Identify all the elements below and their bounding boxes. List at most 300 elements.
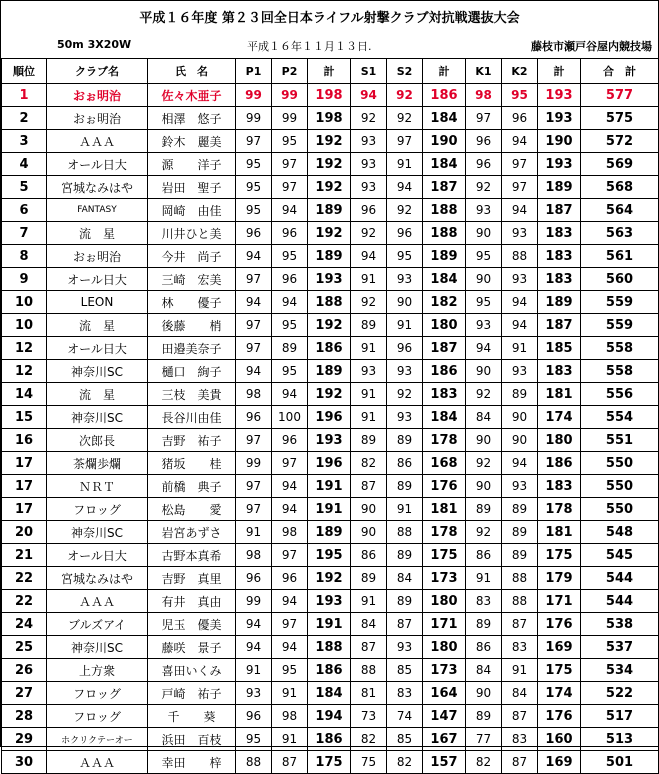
grand-total-cell: 577 bbox=[581, 84, 659, 107]
grand-total-cell: 561 bbox=[581, 245, 659, 268]
p1-cell: 95 bbox=[236, 199, 272, 222]
p-total-cell: 193 bbox=[308, 429, 351, 452]
k1-cell: 95 bbox=[466, 291, 502, 314]
s-total-cell: 186 bbox=[423, 360, 466, 383]
k1-cell: 84 bbox=[466, 406, 502, 429]
grand-total-cell: 569 bbox=[581, 153, 659, 176]
s2-cell: 82 bbox=[387, 751, 423, 774]
table-row bbox=[2, 222, 659, 245]
k2-cell: 90 bbox=[502, 429, 538, 452]
k1-cell: 89 bbox=[466, 498, 502, 521]
header-p2: P2 bbox=[272, 59, 308, 84]
rank-cell: 24 bbox=[2, 613, 47, 636]
k-total-cell: 187 bbox=[538, 314, 581, 337]
s-total-cell: 147 bbox=[423, 705, 466, 728]
s2-cell: 89 bbox=[387, 429, 423, 452]
p2-cell: 100 bbox=[272, 406, 308, 429]
p1-cell: 94 bbox=[236, 245, 272, 268]
rank-cell: 3 bbox=[2, 130, 47, 153]
k2-cell: 89 bbox=[502, 383, 538, 406]
rank-cell: 15 bbox=[2, 406, 47, 429]
rank-cell: 14 bbox=[2, 383, 47, 406]
p1-cell: 99 bbox=[236, 452, 272, 475]
rank-cell: 28 bbox=[2, 705, 47, 728]
k2-cell: 96 bbox=[502, 107, 538, 130]
k1-cell: 86 bbox=[466, 636, 502, 659]
table-row bbox=[2, 544, 659, 567]
s-total-cell: 173 bbox=[423, 659, 466, 682]
club-cell: ブルズアイ bbox=[47, 613, 148, 636]
name-cell: 戸崎 祐子 bbox=[148, 682, 236, 705]
rank-cell: 10 bbox=[2, 314, 47, 337]
s-total-cell: 173 bbox=[423, 567, 466, 590]
s-total-cell: 184 bbox=[423, 107, 466, 130]
table-row bbox=[2, 360, 659, 383]
k1-cell: 97 bbox=[466, 107, 502, 130]
table-row bbox=[2, 291, 659, 314]
s-total-cell: 184 bbox=[423, 153, 466, 176]
k1-cell: 92 bbox=[466, 521, 502, 544]
table-row bbox=[2, 429, 659, 452]
name-cell: 源 洋子 bbox=[148, 153, 236, 176]
p-total-cell: 192 bbox=[308, 176, 351, 199]
s2-cell: 92 bbox=[387, 84, 423, 107]
k2-cell: 91 bbox=[502, 659, 538, 682]
s2-cell: 89 bbox=[387, 475, 423, 498]
table-row bbox=[2, 176, 659, 199]
s2-cell: 91 bbox=[387, 314, 423, 337]
grand-total-cell: 556 bbox=[581, 383, 659, 406]
p2-cell: 96 bbox=[272, 567, 308, 590]
s2-cell: 93 bbox=[387, 360, 423, 383]
k1-cell: 92 bbox=[466, 176, 502, 199]
club-cell: FANTASY bbox=[47, 199, 148, 222]
s1-cell: 91 bbox=[351, 383, 387, 406]
name-cell: 岩田 聖子 bbox=[148, 176, 236, 199]
k2-cell: 94 bbox=[502, 452, 538, 475]
header-s1: S1 bbox=[351, 59, 387, 84]
club-cell: オール日大 bbox=[47, 268, 148, 291]
k2-cell: 97 bbox=[502, 153, 538, 176]
s2-cell: 86 bbox=[387, 452, 423, 475]
club-cell: ホクリクテーオー bbox=[47, 728, 148, 751]
p1-cell: 99 bbox=[236, 107, 272, 130]
p1-cell: 99 bbox=[236, 84, 272, 107]
s1-cell: 93 bbox=[351, 176, 387, 199]
name-cell: 前橋 典子 bbox=[148, 475, 236, 498]
p2-cell: 98 bbox=[272, 521, 308, 544]
s1-cell: 91 bbox=[351, 268, 387, 291]
k-total-cell: 187 bbox=[538, 199, 581, 222]
club-cell: 茶爛歩爛 bbox=[47, 452, 148, 475]
k-total-cell: 185 bbox=[538, 337, 581, 360]
grand-total-cell: 559 bbox=[581, 314, 659, 337]
p1-cell: 93 bbox=[236, 682, 272, 705]
k-total-cell: 175 bbox=[538, 659, 581, 682]
p1-cell: 95 bbox=[236, 176, 272, 199]
s1-cell: 75 bbox=[351, 751, 387, 774]
s-total-cell: 187 bbox=[423, 337, 466, 360]
k2-cell: 88 bbox=[502, 590, 538, 613]
s1-cell: 90 bbox=[351, 498, 387, 521]
k-total-cell: 193 bbox=[538, 153, 581, 176]
s1-cell: 91 bbox=[351, 337, 387, 360]
header-k1: K1 bbox=[466, 59, 502, 84]
s-total-cell: 167 bbox=[423, 728, 466, 751]
k2-cell: 87 bbox=[502, 613, 538, 636]
header-p-total: 計 bbox=[308, 59, 351, 84]
k1-cell: 98 bbox=[466, 84, 502, 107]
rank-cell: 17 bbox=[2, 452, 47, 475]
name-cell: 林 優子 bbox=[148, 291, 236, 314]
p-total-cell: 193 bbox=[308, 268, 351, 291]
table-row bbox=[2, 613, 659, 636]
club-cell: オール日大 bbox=[47, 337, 148, 360]
p1-cell: 96 bbox=[236, 567, 272, 590]
name-cell: 佐々木亜子 bbox=[148, 84, 236, 107]
k-total-cell: 181 bbox=[538, 521, 581, 544]
k2-cell: 91 bbox=[502, 337, 538, 360]
name-cell: 吉野 真里 bbox=[148, 567, 236, 590]
p-total-cell: 184 bbox=[308, 682, 351, 705]
event-venue: 藤枝市瀬戸谷屋内競技場 bbox=[531, 40, 652, 53]
name-cell: 三枝 美貴 bbox=[148, 383, 236, 406]
k-total-cell: 176 bbox=[538, 705, 581, 728]
p-total-cell: 175 bbox=[308, 751, 351, 774]
rank-cell: 7 bbox=[2, 222, 47, 245]
name-cell: 鈴木 麗美 bbox=[148, 130, 236, 153]
s-total-cell: 184 bbox=[423, 406, 466, 429]
s2-cell: 90 bbox=[387, 291, 423, 314]
club-cell: ＡＡＡ bbox=[47, 130, 148, 153]
p-total-cell: 189 bbox=[308, 521, 351, 544]
s1-cell: 89 bbox=[351, 429, 387, 452]
k-total-cell: 190 bbox=[538, 130, 581, 153]
s-total-cell: 164 bbox=[423, 682, 466, 705]
s-total-cell: 175 bbox=[423, 544, 466, 567]
k-total-cell: 176 bbox=[538, 613, 581, 636]
p2-cell: 94 bbox=[272, 590, 308, 613]
grand-total-cell: 513 bbox=[581, 728, 659, 751]
p-total-cell: 191 bbox=[308, 475, 351, 498]
s2-cell: 96 bbox=[387, 222, 423, 245]
grand-total-cell: 544 bbox=[581, 567, 659, 590]
k2-cell: 88 bbox=[502, 245, 538, 268]
header-club: クラブ名 bbox=[47, 59, 148, 84]
grand-total-cell: 537 bbox=[581, 636, 659, 659]
name-cell: 岡崎 由佳 bbox=[148, 199, 236, 222]
k-total-cell: 169 bbox=[538, 636, 581, 659]
grand-total-cell: 548 bbox=[581, 521, 659, 544]
s1-cell: 92 bbox=[351, 222, 387, 245]
table-row bbox=[2, 199, 659, 222]
club-cell: フロッグ bbox=[47, 705, 148, 728]
k2-cell: 84 bbox=[502, 682, 538, 705]
header-rank: 順位 bbox=[2, 59, 47, 84]
table-row bbox=[2, 383, 659, 406]
s1-cell: 93 bbox=[351, 153, 387, 176]
p2-cell: 97 bbox=[272, 452, 308, 475]
s-total-cell: 189 bbox=[423, 245, 466, 268]
rank-cell: 9 bbox=[2, 268, 47, 291]
name-cell: 幸田 梓 bbox=[148, 751, 236, 774]
rank-cell: 6 bbox=[2, 199, 47, 222]
grand-total-cell: 522 bbox=[581, 682, 659, 705]
p2-cell: 97 bbox=[272, 544, 308, 567]
p1-cell: 94 bbox=[236, 636, 272, 659]
grand-total-cell: 501 bbox=[581, 751, 659, 774]
k-total-cell: 175 bbox=[538, 544, 581, 567]
s2-cell: 89 bbox=[387, 544, 423, 567]
k2-cell: 95 bbox=[502, 84, 538, 107]
p-total-cell: 193 bbox=[308, 590, 351, 613]
p1-cell: 98 bbox=[236, 383, 272, 406]
s-total-cell: 178 bbox=[423, 521, 466, 544]
s-total-cell: 168 bbox=[423, 452, 466, 475]
k-total-cell: 183 bbox=[538, 475, 581, 498]
k2-cell: 93 bbox=[502, 268, 538, 291]
club-cell: 上方衆 bbox=[47, 659, 148, 682]
s1-cell: 86 bbox=[351, 544, 387, 567]
p-total-cell: 189 bbox=[308, 245, 351, 268]
p-total-cell: 188 bbox=[308, 636, 351, 659]
s1-cell: 93 bbox=[351, 360, 387, 383]
club-cell: フロッグ bbox=[47, 498, 148, 521]
rank-cell: 27 bbox=[2, 682, 47, 705]
k1-cell: 94 bbox=[466, 337, 502, 360]
s-total-cell: 186 bbox=[423, 84, 466, 107]
p1-cell: 91 bbox=[236, 659, 272, 682]
table-row bbox=[2, 705, 659, 728]
grand-total-cell: 544 bbox=[581, 590, 659, 613]
p2-cell: 95 bbox=[272, 360, 308, 383]
p-total-cell: 189 bbox=[308, 199, 351, 222]
club-cell: 流 星 bbox=[47, 383, 148, 406]
s2-cell: 92 bbox=[387, 107, 423, 130]
table-row bbox=[2, 567, 659, 590]
rank-cell: 12 bbox=[2, 337, 47, 360]
k2-cell: 90 bbox=[502, 406, 538, 429]
rank-cell: 1 bbox=[2, 84, 47, 107]
rank-cell: 8 bbox=[2, 245, 47, 268]
rank-cell: 22 bbox=[2, 567, 47, 590]
k1-cell: 90 bbox=[466, 360, 502, 383]
p-total-cell: 192 bbox=[308, 383, 351, 406]
s1-cell: 89 bbox=[351, 314, 387, 337]
s1-cell: 91 bbox=[351, 406, 387, 429]
k1-cell: 92 bbox=[466, 452, 502, 475]
s-total-cell: 176 bbox=[423, 475, 466, 498]
table-row bbox=[2, 245, 659, 268]
grand-total-cell: 538 bbox=[581, 613, 659, 636]
grand-total-cell: 568 bbox=[581, 176, 659, 199]
club-cell: ＡＡＡ bbox=[47, 751, 148, 774]
name-cell: 川井ひと美 bbox=[148, 222, 236, 245]
club-cell: LEON bbox=[47, 291, 148, 314]
s2-cell: 96 bbox=[387, 337, 423, 360]
k-total-cell: 174 bbox=[538, 406, 581, 429]
k-total-cell: 193 bbox=[538, 107, 581, 130]
k-total-cell: 189 bbox=[538, 176, 581, 199]
name-cell: 相澤 悠子 bbox=[148, 107, 236, 130]
p1-cell: 97 bbox=[236, 337, 272, 360]
s-total-cell: 184 bbox=[423, 268, 466, 291]
k-total-cell: 160 bbox=[538, 728, 581, 751]
grand-total-cell: 575 bbox=[581, 107, 659, 130]
k2-cell: 88 bbox=[502, 567, 538, 590]
p-total-cell: 192 bbox=[308, 314, 351, 337]
grand-total-cell: 534 bbox=[581, 659, 659, 682]
p1-cell: 95 bbox=[236, 728, 272, 751]
table-row bbox=[2, 682, 659, 705]
p-total-cell: 189 bbox=[308, 360, 351, 383]
p-total-cell: 194 bbox=[308, 705, 351, 728]
table-row bbox=[2, 130, 659, 153]
p1-cell: 97 bbox=[236, 314, 272, 337]
k-total-cell: 178 bbox=[538, 498, 581, 521]
k-total-cell: 183 bbox=[538, 222, 581, 245]
p-total-cell: 195 bbox=[308, 544, 351, 567]
header-name: 氏 名 bbox=[148, 59, 236, 84]
s1-cell: 73 bbox=[351, 705, 387, 728]
table-row bbox=[2, 475, 659, 498]
s2-cell: 85 bbox=[387, 659, 423, 682]
p-total-cell: 191 bbox=[308, 498, 351, 521]
k1-cell: 90 bbox=[466, 682, 502, 705]
club-cell: 流 星 bbox=[47, 222, 148, 245]
club-cell: おぉ明治 bbox=[47, 245, 148, 268]
k1-cell: 89 bbox=[466, 613, 502, 636]
p-total-cell: 198 bbox=[308, 84, 351, 107]
table-row bbox=[2, 107, 659, 130]
k1-cell: 83 bbox=[466, 590, 502, 613]
s1-cell: 92 bbox=[351, 107, 387, 130]
club-cell: おぉ明治 bbox=[47, 107, 148, 130]
s2-cell: 92 bbox=[387, 383, 423, 406]
table-row bbox=[2, 498, 659, 521]
p2-cell: 91 bbox=[272, 682, 308, 705]
s-total-cell: 187 bbox=[423, 176, 466, 199]
name-cell: 猪坂 桂 bbox=[148, 452, 236, 475]
name-cell: 藤咲 景子 bbox=[148, 636, 236, 659]
s-total-cell: 180 bbox=[423, 314, 466, 337]
name-cell: 吉野 祐子 bbox=[148, 429, 236, 452]
rank-cell: 17 bbox=[2, 475, 47, 498]
name-cell: 児玉 優美 bbox=[148, 613, 236, 636]
p2-cell: 94 bbox=[272, 383, 308, 406]
s2-cell: 74 bbox=[387, 705, 423, 728]
p2-cell: 97 bbox=[272, 153, 308, 176]
club-cell: オール日大 bbox=[47, 153, 148, 176]
name-cell: 有井 真由 bbox=[148, 590, 236, 613]
p-total-cell: 191 bbox=[308, 613, 351, 636]
event-date: 平成１６年１１月１３日. bbox=[247, 40, 372, 53]
grand-total-cell: 550 bbox=[581, 475, 659, 498]
s2-cell: 93 bbox=[387, 636, 423, 659]
club-cell: オール日大 bbox=[47, 544, 148, 567]
s-total-cell: 180 bbox=[423, 590, 466, 613]
grand-total-cell: 550 bbox=[581, 452, 659, 475]
k2-cell: 89 bbox=[502, 544, 538, 567]
s1-cell: 88 bbox=[351, 659, 387, 682]
grand-total-cell: 558 bbox=[581, 360, 659, 383]
k-total-cell: 193 bbox=[538, 84, 581, 107]
grand-total-cell: 551 bbox=[581, 429, 659, 452]
club-cell: 神奈川SC bbox=[47, 636, 148, 659]
p-total-cell: 196 bbox=[308, 452, 351, 475]
s1-cell: 87 bbox=[351, 636, 387, 659]
p2-cell: 97 bbox=[272, 613, 308, 636]
grand-total-cell: 559 bbox=[581, 291, 659, 314]
s1-cell: 94 bbox=[351, 84, 387, 107]
k-total-cell: 181 bbox=[538, 383, 581, 406]
k2-cell: 94 bbox=[502, 291, 538, 314]
k1-cell: 93 bbox=[466, 199, 502, 222]
p1-cell: 94 bbox=[236, 360, 272, 383]
p1-cell: 94 bbox=[236, 613, 272, 636]
s2-cell: 94 bbox=[387, 176, 423, 199]
k1-cell: 82 bbox=[466, 751, 502, 774]
club-cell: ＡＡＡ bbox=[47, 590, 148, 613]
grand-total-cell: 564 bbox=[581, 199, 659, 222]
club-cell: 宮城なみはや bbox=[47, 176, 148, 199]
table-row bbox=[2, 406, 659, 429]
s2-cell: 93 bbox=[387, 406, 423, 429]
p2-cell: 94 bbox=[272, 498, 308, 521]
grand-total-cell: 572 bbox=[581, 130, 659, 153]
k2-cell: 94 bbox=[502, 314, 538, 337]
p2-cell: 96 bbox=[272, 429, 308, 452]
p1-cell: 91 bbox=[236, 521, 272, 544]
s2-cell: 89 bbox=[387, 590, 423, 613]
s2-cell: 93 bbox=[387, 268, 423, 291]
club-cell: 宮城なみはや bbox=[47, 567, 148, 590]
s2-cell: 85 bbox=[387, 728, 423, 751]
s2-cell: 91 bbox=[387, 498, 423, 521]
header-k-total: 計 bbox=[538, 59, 581, 84]
s1-cell: 89 bbox=[351, 567, 387, 590]
name-cell: 浜田 百枝 bbox=[148, 728, 236, 751]
club-cell: おぉ明治 bbox=[47, 84, 148, 107]
p1-cell: 96 bbox=[236, 406, 272, 429]
results-table bbox=[1, 58, 659, 774]
rank-cell: 10 bbox=[2, 291, 47, 314]
rank-cell: 30 bbox=[2, 751, 47, 774]
k-total-cell: 169 bbox=[538, 751, 581, 774]
header-s-total: 計 bbox=[423, 59, 466, 84]
k1-cell: 96 bbox=[466, 130, 502, 153]
p2-cell: 95 bbox=[272, 659, 308, 682]
rank-cell: 4 bbox=[2, 153, 47, 176]
table-row bbox=[2, 751, 659, 774]
k1-cell: 89 bbox=[466, 705, 502, 728]
p1-cell: 97 bbox=[236, 130, 272, 153]
p2-cell: 95 bbox=[272, 130, 308, 153]
table-row bbox=[2, 337, 659, 360]
k1-cell: 93 bbox=[466, 314, 502, 337]
k1-cell: 77 bbox=[466, 728, 502, 751]
k2-cell: 93 bbox=[502, 222, 538, 245]
header-s2: S2 bbox=[387, 59, 423, 84]
p-total-cell: 198 bbox=[308, 107, 351, 130]
rank-cell: 25 bbox=[2, 636, 47, 659]
k-total-cell: 183 bbox=[538, 268, 581, 291]
p2-cell: 97 bbox=[272, 176, 308, 199]
k1-cell: 96 bbox=[466, 153, 502, 176]
table-row bbox=[2, 521, 659, 544]
s-total-cell: 188 bbox=[423, 222, 466, 245]
s1-cell: 81 bbox=[351, 682, 387, 705]
